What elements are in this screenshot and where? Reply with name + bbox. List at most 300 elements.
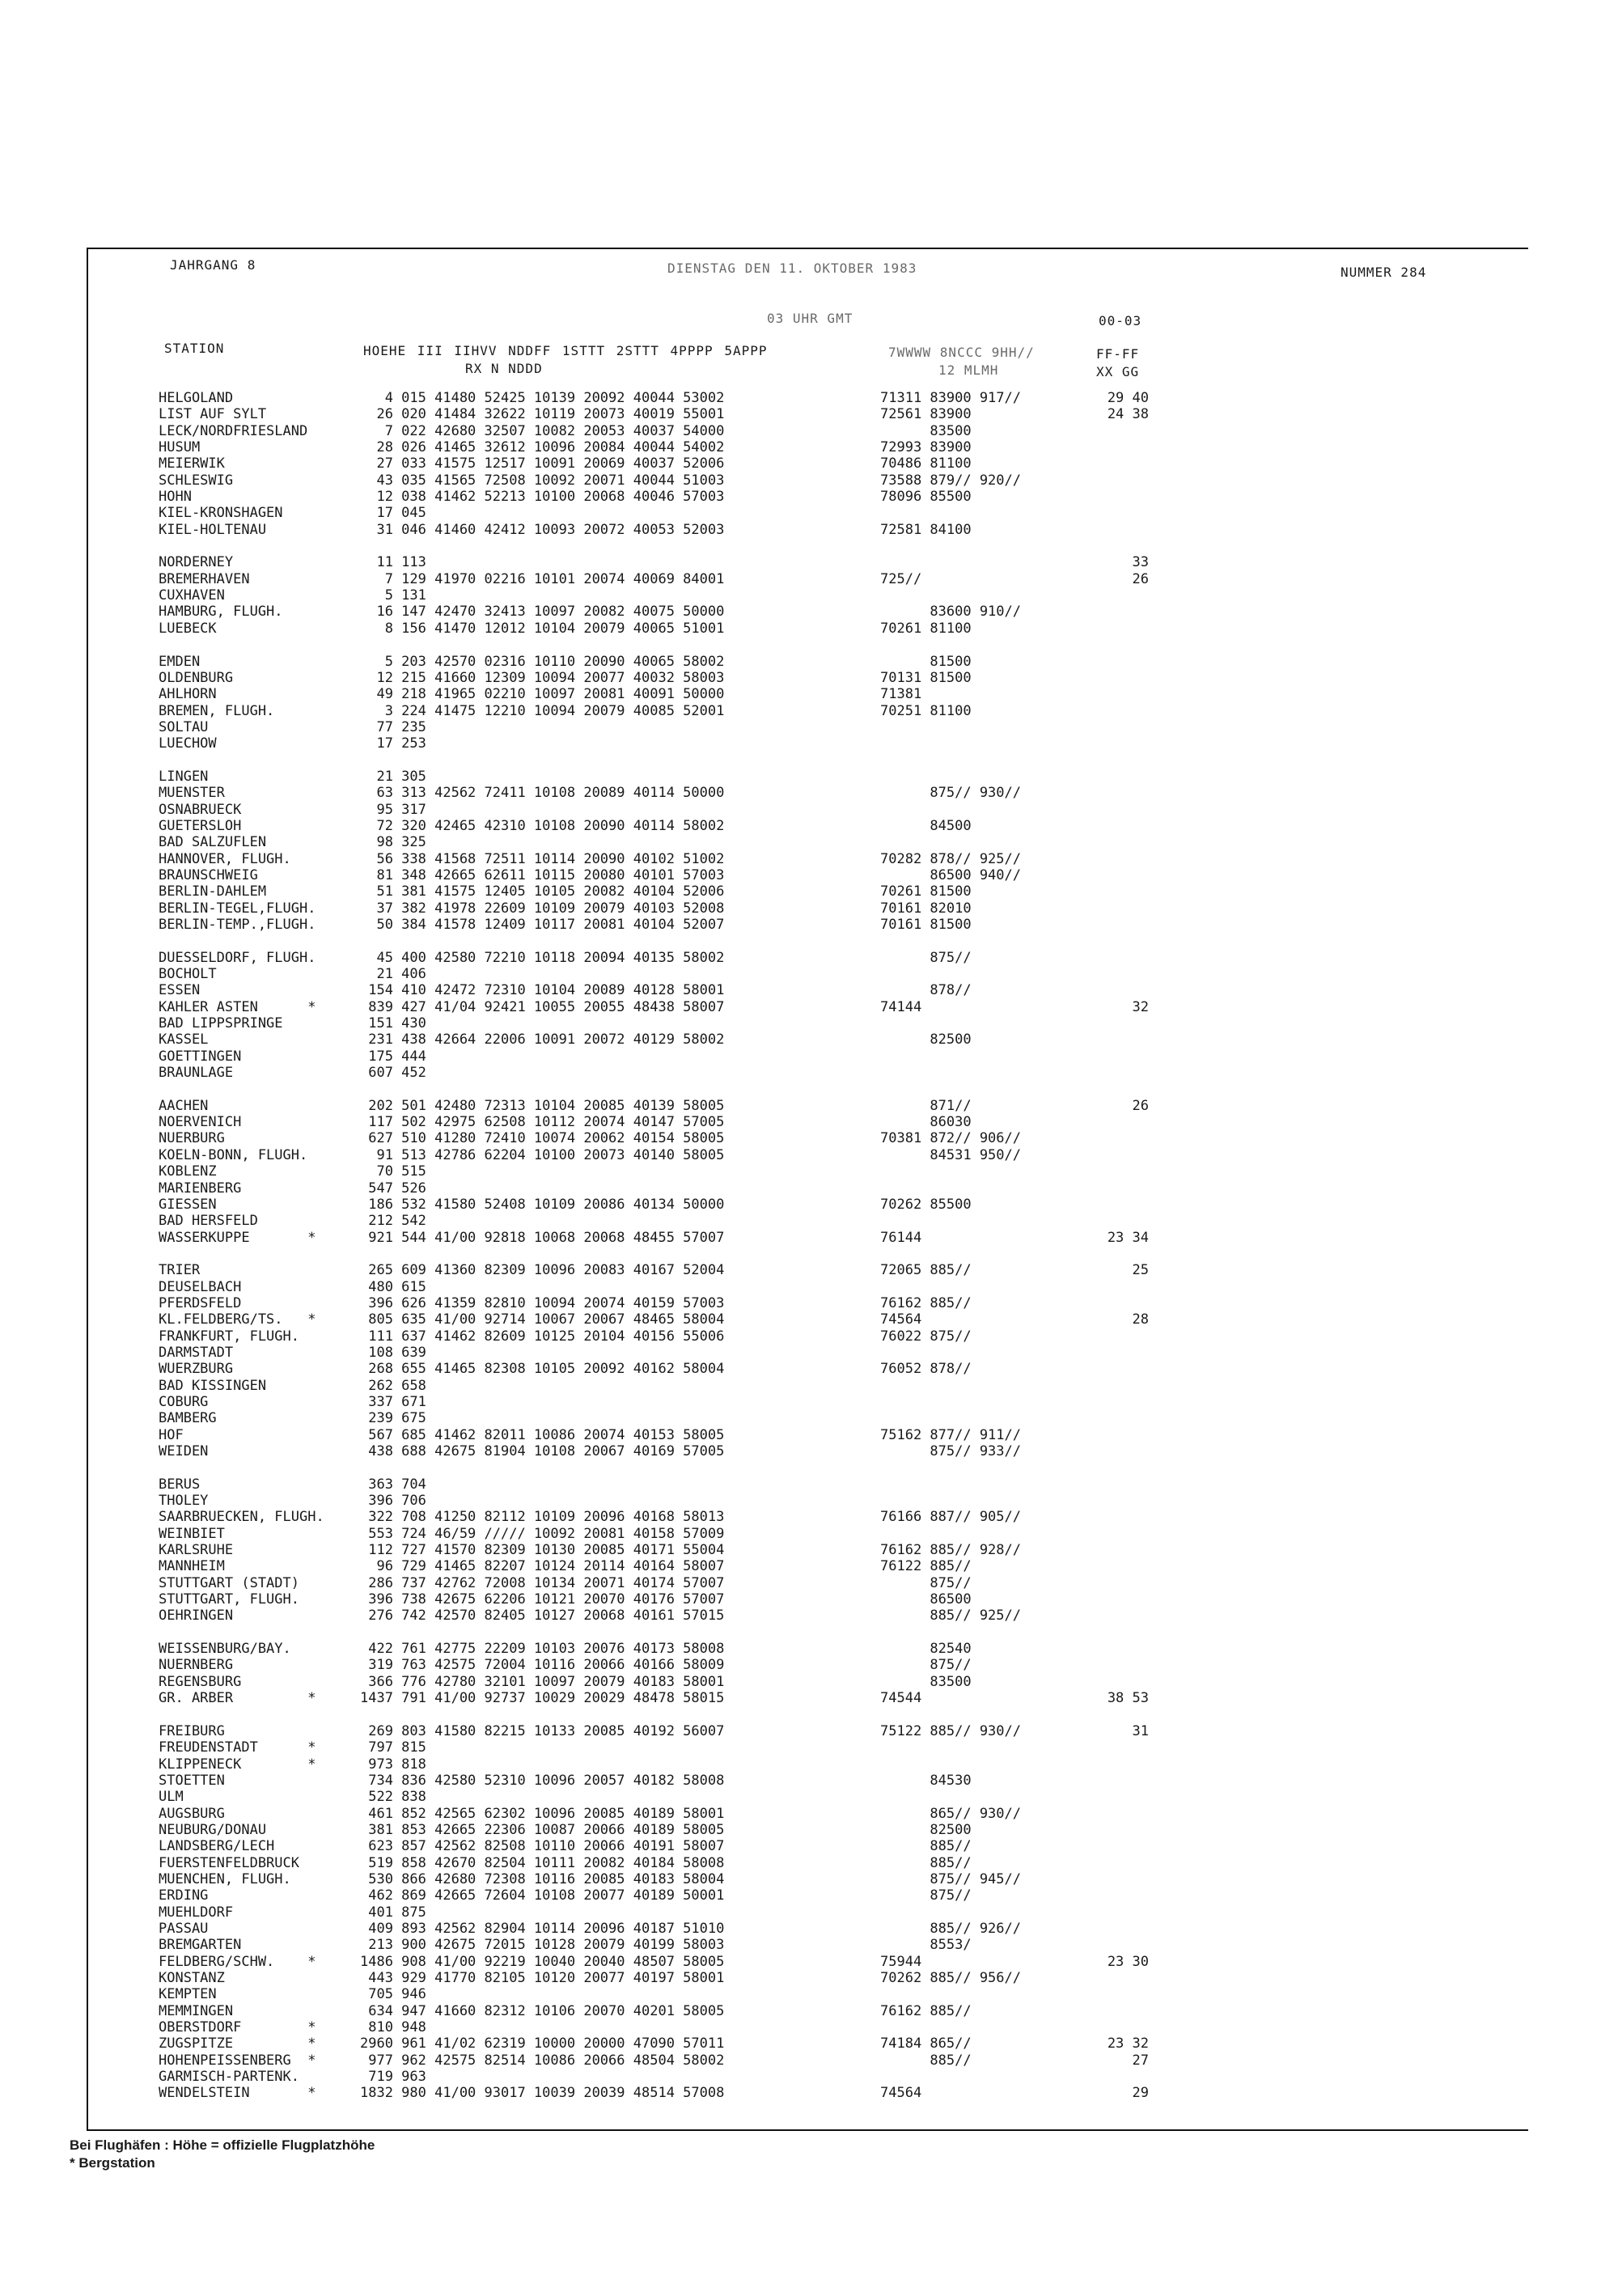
station-row-gust-cell (1084, 1361, 1149, 1377)
station-row-station-cell: WEIDEN (159, 1443, 209, 1459)
station-row-code-cell: 462 869 42665 72604 10108 20077 40189 50001 (360, 1887, 725, 1904)
station-row-group-cell (880, 769, 1021, 785)
station-row-gust-cell: 26 (1132, 570, 1149, 587)
station-row-gust-cell (1084, 917, 1149, 933)
station-row-gust-cell (1084, 1345, 1149, 1361)
station-row-group-cell: 72993 83900 (880, 439, 972, 456)
station-row-code-cell: 627 510 41280 72410 10074 20062 40154 58005 (360, 1130, 725, 1147)
station-row-gust-cell (1084, 1739, 1149, 1756)
station-row-group-cell (880, 834, 1021, 850)
volume-label: JAHRGANG 8 (170, 257, 256, 273)
group-spacer (360, 933, 724, 949)
station-row-gust-cell (1084, 1180, 1149, 1197)
station-row-station-cell: KOBLENZ (159, 1163, 217, 1180)
station-row-gust-cell (1084, 818, 1149, 834)
station-row-group-cell: 875// 945// (880, 1870, 1021, 1887)
station-row-station-cell: AUGSBURG (159, 1805, 225, 1822)
station-row-gust-cell (1084, 455, 1149, 472)
station-row-station-cell: BERLIN-TEGEL,FLUGH. (159, 900, 316, 917)
station-row-station-cell: OSNABRUECK (159, 801, 242, 818)
station-row-code-cell: 3 224 41475 12210 10094 20079 40085 52001 (360, 702, 725, 719)
station-row-gust-cell (1084, 703, 1149, 719)
station-row-group-cell (880, 1048, 1021, 1065)
station-row-gust-cell (1084, 1871, 1149, 1887)
station-row-code-cell: 77 235 (360, 718, 426, 735)
station-row-station-cell: AHLHORN (159, 686, 217, 703)
station-row-gust-cell (1084, 1163, 1149, 1180)
station-row-code-cell: 363 704 (360, 1476, 426, 1493)
station-row-station-cell: STOETTEN (159, 1772, 225, 1789)
station-row-station-cell: GOETTINGEN (159, 1048, 242, 1065)
station-row-code-cell: 37 382 41978 22609 10109 20079 40103 52008 (360, 900, 725, 917)
station-row-gust-cell: 29 40 (1107, 390, 1149, 406)
station-row-station-cell: CUXHAVEN (159, 587, 225, 604)
station-row-code-cell: 151 430 (360, 1015, 426, 1032)
station-row-code-cell: 1832 980 41/00 93017 10039 20039 48514 57008 (360, 2085, 725, 2102)
station-row-code-cell: 7 022 42680 32507 10082 20053 40037 54000 (360, 422, 725, 439)
station-row-gust-cell (1084, 1591, 1149, 1608)
footnotes (70, 2137, 375, 2172)
station-row-code-cell: 212 542 (360, 1213, 426, 1230)
station-row-group-cell: 72561 83900 (880, 406, 972, 423)
station-row-code-cell: 5 203 42570 02316 10110 20090 40065 58002 (360, 653, 725, 670)
station-row-gust-cell: 32 (1132, 998, 1149, 1015)
station-row-group-cell (880, 802, 1021, 818)
station-row-group-cell: 82500 (880, 1032, 972, 1048)
station-row-station-cell: LUECHOW (159, 735, 217, 752)
station-row-station-cell: BAD SALZUFLEN (159, 834, 267, 851)
station-row-group-cell: 76022 875// (880, 1328, 972, 1345)
station-row-group-cell: 885// (880, 1854, 972, 1871)
station-row-code-cell: 977 962 42575 82514 10086 20066 48504 58002 (360, 2052, 725, 2069)
station-row-station-cell: BERLIN-DAHLEM (159, 883, 267, 900)
station-row-group-cell: 871// (880, 1097, 972, 1114)
station-row-group-cell: 70486 81100 (880, 455, 972, 472)
station-row-group-cell: 75162 877// 911// (880, 1426, 1021, 1443)
station-row-gust-cell (1084, 785, 1149, 801)
station-row-code-cell: 96 729 41465 82207 10124 20114 40164 58007 (360, 1558, 725, 1575)
station-row-group-cell: 76166 887// 905// (880, 1509, 1021, 1526)
station-row-gust-cell (1084, 834, 1149, 850)
station-row-gust-cell (1084, 1328, 1149, 1345)
station-row-group-cell: 74564 (880, 1311, 922, 1328)
station-row-gust-cell (1084, 522, 1149, 538)
station-row-station-cell: GIESSEN (159, 1196, 217, 1213)
station-row-gust-cell: 23 30 (1107, 1953, 1149, 1970)
group-spacer (360, 1459, 724, 1476)
station-row-gust-cell: 26 (1132, 1097, 1149, 1114)
group-spacer (360, 1246, 724, 1262)
station-row-gust-cell (1084, 1147, 1149, 1163)
station-row-code-cell: 117 502 42975 62508 10112 20074 40147 57005 (360, 1114, 725, 1131)
station-row-gust-cell (1084, 423, 1149, 439)
issue-number: NUMMER 284 (1341, 265, 1427, 280)
station-row-group-cell (880, 1279, 1021, 1295)
station-row-group-cell: 83600 910// (880, 604, 1021, 621)
station-row-code-cell: 17 045 (360, 505, 426, 522)
station-row-gust-cell (1084, 1410, 1149, 1426)
station-row-station-cell: COBURG (159, 1393, 209, 1410)
group-spacer (1084, 1707, 1149, 1723)
station-row-station-cell: BRAUNLAGE (159, 1065, 234, 1082)
group-spacer (1084, 1459, 1149, 1476)
station-row-code-cell: 175 444 (360, 1048, 426, 1065)
station-row-group-cell: 72581 84100 (880, 521, 972, 538)
station-row-gust-cell (1084, 1542, 1149, 1558)
station-row-code-cell: 547 526 (360, 1180, 426, 1197)
station-row-code-cell: 202 501 42480 72313 10104 20085 40139 58005 (360, 1097, 725, 1114)
station-row-station-cell: HELGOLAND (159, 390, 234, 406)
group-spacer (1084, 1246, 1149, 1262)
station-row-code-cell: 27 033 41575 12517 10091 20069 40037 52006 (360, 455, 725, 472)
station-row-group-cell: 70282 878// 925// (880, 850, 1021, 867)
station-row-code-cell: 5 131 (360, 587, 426, 604)
station-row-station-cell: BAD KISSINGEN (159, 1377, 267, 1394)
station-row-gust-cell (1084, 719, 1149, 735)
station-row-group-cell (880, 1739, 1021, 1756)
station-row-group-cell (880, 1394, 1021, 1410)
station-row-code-cell: 734 836 42580 52310 10096 20057 40182 58008 (360, 1772, 725, 1789)
station-row-gust-cell: 33 (1132, 554, 1149, 571)
station-row-station-cell: GR. ARBER * (159, 1690, 316, 1707)
station-row-group-cell: 83500 (880, 1673, 972, 1690)
station-row-code-cell: 4 015 41480 52425 10139 20092 40044 53002 (360, 390, 725, 406)
station-row-group-cell: 70161 82010 (880, 900, 972, 917)
station-row-group-cell: 76122 885// (880, 1558, 972, 1575)
group-spacer (1084, 933, 1149, 949)
station-row-station-cell: ERDING (159, 1887, 209, 1904)
station-row-gust-cell (1084, 1970, 1149, 1986)
station-row-group-cell: 74144 (880, 998, 922, 1015)
station-row-group-cell (880, 1180, 1021, 1197)
group-spacer (1084, 752, 1149, 769)
station-row-station-cell: MUENSTER (159, 785, 225, 802)
station-row-group-cell: 71381 (880, 686, 922, 703)
station-row-station-cell: HOHN (159, 489, 192, 506)
station-row-gust-cell (1084, 900, 1149, 917)
station-row-gust-cell (1084, 883, 1149, 900)
station-row-station-cell: NOERVENICH (159, 1114, 242, 1131)
station-column-header: STATION (164, 341, 225, 356)
station-row-group-cell: 885// (880, 2052, 972, 2069)
station-row-gust-cell (1084, 982, 1149, 998)
station-row-code-cell: 337 671 (360, 1393, 426, 1410)
station-row-station-cell: BOCHOLT (159, 966, 217, 983)
station-row-code-cell: 112 727 41570 82309 10130 20085 40171 55004 (360, 1542, 725, 1559)
station-row-gust-cell (1084, 966, 1149, 982)
station-row-gust-cell (1084, 1657, 1149, 1673)
station-row-gust-cell (1084, 1921, 1149, 1937)
station-row-group-cell: 84530 (880, 1772, 972, 1789)
station-row-group-cell (880, 1213, 1021, 1229)
station-row-group-cell: 878// (880, 982, 972, 999)
station-row-station-cell: DUESSELDORF, FLUGH. (159, 949, 316, 966)
group-spacer (880, 637, 1021, 653)
station-row-code-cell: 443 929 41770 82105 10120 20077 40197 58001 (360, 1970, 725, 1986)
station-row-station-cell: GARMISCH-PARTENK. (159, 2069, 299, 2086)
station-row-code-cell: 50 384 41578 12409 10117 20081 40104 52007 (360, 917, 725, 933)
station-row-code-cell: 607 452 (360, 1065, 426, 1082)
station-row-gust-cell (1084, 1608, 1149, 1624)
station-row-station-cell: ESSEN (159, 982, 201, 999)
station-row-code-cell: 530 866 42680 72308 10116 20085 40183 58004 (360, 1870, 725, 1887)
station-row-code-cell: 262 658 (360, 1377, 426, 1394)
station-row-group-cell (880, 719, 1021, 735)
station-row-station-cell: AACHEN (159, 1097, 209, 1114)
station-row-code-cell: 213 900 42675 72015 10128 20079 40199 58003 (360, 1937, 725, 1954)
station-row-station-cell: KASSEL (159, 1032, 209, 1048)
station-row-group-cell: 76052 878// (880, 1361, 972, 1378)
station-row-gust-cell (1084, 769, 1149, 785)
station-row-station-cell: LECK/NORDFRIESLAND (159, 422, 308, 439)
station-row-code-cell: 623 857 42562 82508 10110 20066 40191 58007 (360, 1838, 725, 1855)
station-row-gust-cell (1084, 604, 1149, 620)
station-row-station-cell: PASSAU (159, 1920, 209, 1937)
station-row-station-cell: MEIERWIK (159, 455, 225, 472)
station-row-gust-cell (1084, 1394, 1149, 1410)
station-row-station-cell: LANDSBERG/LECH (159, 1838, 275, 1855)
station-row-group-cell: 70251 81100 (880, 702, 972, 719)
station-row-station-cell: KOELN-BONN, FLUGH. (159, 1146, 308, 1163)
station-row-code-cell: 269 803 41580 82215 10133 20085 40192 56007 (360, 1722, 725, 1739)
station-row-group-cell: 84500 (880, 817, 972, 834)
gust-column-header: FF-FF (1096, 346, 1140, 362)
station-row-gust-cell (1084, 1789, 1149, 1805)
station-row-code-cell: 396 626 41359 82810 10094 20074 40159 57003 (360, 1294, 725, 1311)
station-row-station-cell: OEHRINGEN (159, 1608, 234, 1625)
group-spacer (159, 538, 324, 554)
station-row-station-cell: KLIPPENECK * (159, 1756, 316, 1773)
station-row-group-cell: 875// (880, 949, 972, 966)
station-row-group-cell: 875// (880, 1887, 972, 1904)
station-row-gust-cell: 28 (1132, 1311, 1149, 1328)
station-row-group-cell: 70261 81500 (880, 883, 972, 900)
station-row-group-cell (880, 554, 1021, 570)
station-row-group-cell: 8553/ (880, 1937, 972, 1954)
station-row-gust-cell: 27 (1132, 2052, 1149, 2069)
station-row-group-cell (880, 1378, 1021, 1394)
station-row-gust-cell (1084, 1773, 1149, 1789)
station-row-station-cell: PFERDSFELD (159, 1294, 242, 1311)
station-row-gust-cell: 24 38 (1107, 406, 1149, 423)
station-row-gust-cell (1084, 621, 1149, 637)
station-row-code-cell: 45 400 42580 72210 10118 20094 40135 58002 (360, 949, 725, 966)
station-row-code-cell: 70 515 (360, 1163, 426, 1180)
station-row-group-cell: 82500 (880, 1821, 972, 1838)
station-row-code-cell: 8 156 41470 12012 10104 20079 40065 51001 (360, 620, 725, 637)
station-row-code-cell: 51 381 41575 12405 10105 20082 40104 52006 (360, 883, 725, 900)
station-row-gust-cell (1084, 1048, 1149, 1065)
station-row-code-cell: 43 035 41565 72508 10092 20071 40044 51003 (360, 472, 725, 489)
station-row-station-cell: TRIER (159, 1262, 201, 1279)
station-row-code-cell: 2960 961 41/02 62319 10000 20000 47090 57011 (360, 2035, 725, 2052)
station-row-code-cell: 1437 791 41/00 92737 10029 20029 48478 58015 (360, 1690, 725, 1707)
station-row-station-cell: KAHLER ASTEN * (159, 998, 316, 1015)
station-row-station-cell: DEUSELBACH (159, 1278, 242, 1295)
station-row-station-cell: FELDBERG/SCHW. * (159, 1953, 316, 1970)
station-row-code-cell: 28 026 41465 32612 10096 20084 40044 54002 (360, 439, 725, 456)
station-row-group-cell: 76144 (880, 1229, 922, 1246)
station-row-code-cell: 1486 908 41/00 92219 10040 20040 48507 58005 (360, 1953, 725, 1970)
station-row-group-cell: 78096 85500 (880, 489, 972, 506)
date-label: DIENSTAG DEN 11. OKTOBER 1983 (667, 261, 917, 276)
station-row-station-cell: WENDELSTEIN * (159, 2085, 316, 2102)
station-row-station-cell: BAD LIPPSPRINGE (159, 1015, 283, 1032)
station-row-code-cell: 63 313 42562 72411 10108 20089 40114 50000 (360, 785, 725, 802)
station-row-station-cell: WUERZBURG (159, 1361, 234, 1378)
group-spacer (360, 1625, 724, 1641)
station-row-code-cell: 7 129 41970 02216 10101 20074 40069 84001 (360, 570, 725, 587)
group-spacer (159, 1459, 324, 1476)
footnote-airport-height: Bei Flughäfen : Höhe = offizielle Flugplatzhöhe (70, 2137, 375, 2153)
station-row-station-cell: BAMBERG (159, 1410, 217, 1427)
station-row-group-cell (880, 1789, 1021, 1805)
station-row-station-cell: MUENCHEN, FLUGH. (159, 1870, 291, 1887)
group-spacer (880, 1707, 1021, 1723)
group-spacer (159, 1081, 324, 1097)
station-row-group-cell (880, 1493, 1021, 1509)
station-row-code-cell: 810 948 (360, 2019, 426, 2036)
station-row-group-cell: 875// 933// (880, 1443, 1021, 1459)
station-row-gust-cell (1084, 1114, 1149, 1130)
station-row-station-cell: SAARBRUECKEN, FLUGH. (159, 1509, 324, 1526)
station-row-group-cell (880, 1756, 1021, 1773)
station-row-station-cell: EMDEN (159, 653, 201, 670)
station-row-code-cell: 396 738 42675 62206 10121 20070 40176 57007 (360, 1591, 725, 1608)
station-row-group-cell: 885// 926// (880, 1920, 1021, 1937)
station-row-gust-cell (1084, 2003, 1149, 2019)
station-row-gust-cell (1084, 670, 1149, 686)
station-row-gust-cell (1084, 1279, 1149, 1295)
station-row-station-cell: LUEBECK (159, 620, 217, 637)
station-row-gust-cell: 31 (1132, 1722, 1149, 1739)
station-row-station-cell: NUERNBERG (159, 1657, 234, 1674)
station-row-group-cell: 725// (880, 570, 922, 587)
station-row-gust-cell (1084, 851, 1149, 867)
group-spacer (880, 1459, 1021, 1476)
station-row-code-cell: 381 853 42665 22306 10087 20066 40189 58005 (360, 1821, 725, 1838)
station-row-station-cell: MANNHEIM (159, 1558, 225, 1575)
station-row-group-cell: 885// 925// (880, 1608, 1021, 1625)
code-column-subheader: RX N NDDD (465, 361, 543, 376)
station-row-group-cell: 70381 872// 906// (880, 1130, 1021, 1147)
station-row-code-cell: 98 325 (360, 834, 426, 851)
station-row-station-cell: GUETERSLOH (159, 817, 242, 834)
footnote-mountain-station: * Bergstation (70, 2155, 155, 2171)
code-column-header: HOEHE III IIHVV NDDFF 1STTT 2STTT 4PPPP 5APPP (363, 343, 768, 358)
station-row-gust-cell (1084, 1476, 1149, 1493)
station-row-code-cell: 319 763 42575 72004 10116 20066 40166 58009 (360, 1657, 725, 1674)
station-row-station-cell: KL.FELDBERG/TS. * (159, 1311, 316, 1328)
station-row-code-cell: 21 406 (360, 966, 426, 983)
station-row-station-cell: SOLTAU (159, 718, 209, 735)
station-row-station-cell: ZUGSPITZE * (159, 2035, 316, 2052)
station-row-group-cell: 73588 879// 920// (880, 472, 1021, 489)
group-spacer (880, 933, 1021, 949)
station-row-station-cell: WASSERKUPPE * (159, 1229, 316, 1246)
station-row-group-cell: 83500 (880, 422, 972, 439)
station-row-gust-cell (1084, 1756, 1149, 1773)
station-row-gust-cell (1084, 439, 1149, 455)
station-row-gust-cell (1084, 1065, 1149, 1081)
station-row-station-cell: HUSUM (159, 439, 201, 456)
station-row-gust-cell (1084, 1509, 1149, 1525)
station-row-code-cell: 186 532 41580 52408 10109 20086 40134 50000 (360, 1196, 725, 1213)
station-row-gust-cell (1084, 1822, 1149, 1838)
station-row-code-cell: 95 317 (360, 801, 426, 818)
station-row-gust-cell (1084, 1904, 1149, 1921)
station-row-station-cell: NEUBURG/DONAU (159, 1821, 267, 1838)
group-spacer (360, 538, 724, 554)
station-row-code-cell: 973 818 (360, 1756, 426, 1773)
station-row-group-cell: 72065 885// (880, 1262, 972, 1279)
group-spacer (1084, 637, 1149, 653)
station-row-gust-cell: 25 (1132, 1262, 1149, 1279)
station-row-code-cell: 461 852 42565 62302 10096 20085 40189 58001 (360, 1805, 725, 1822)
station-row-code-cell: 12 038 41462 52213 10100 20068 40046 57003 (360, 489, 725, 506)
station-row-group-cell: 865// 930// (880, 1805, 1021, 1822)
station-row-gust-cell (1084, 1937, 1149, 1953)
station-row-group-cell: 875// (880, 1574, 972, 1591)
group-spacer (159, 1707, 324, 1723)
station-row-code-cell: 401 875 (360, 1904, 426, 1921)
station-row-code-cell: 49 218 41965 02210 10097 20081 40091 50000 (360, 686, 725, 703)
station-row-station-cell: NUERBURG (159, 1130, 225, 1147)
station-row-gust-cell (1084, 1526, 1149, 1542)
station-row-gust-cell (1084, 1806, 1149, 1822)
station-row-group-cell: 70261 81100 (880, 620, 972, 637)
station-row-gust-cell (1084, 1493, 1149, 1509)
station-row-gust-cell (1084, 1197, 1149, 1213)
station-row-code-cell: 409 893 42562 82904 10114 20096 40187 51010 (360, 1920, 725, 1937)
station-row-group-cell (880, 1526, 1021, 1542)
station-row-code-cell: 553 724 46/59 ///// 10092 20081 40158 57009 (360, 1525, 725, 1542)
station-row-group-cell: 875// 930// (880, 785, 1021, 802)
station-row-group-cell: 70161 81500 (880, 917, 972, 933)
station-row-code-cell: 705 946 (360, 1986, 426, 2003)
station-row-group-cell: 86030 (880, 1114, 972, 1131)
group-column (880, 390, 1021, 2102)
group-spacer (880, 538, 1021, 554)
station-row-gust-cell (1084, 735, 1149, 752)
station-row-gust-cell (1084, 1213, 1149, 1229)
station-row-gust-cell (1084, 802, 1149, 818)
station-row-station-cell: KARLSRUHE (159, 1542, 234, 1559)
station-row-group-cell: 71311 83900 917// (880, 390, 1021, 406)
station-row-station-cell: BERLIN-TEMP.,FLUGH. (159, 917, 316, 933)
station-row-gust-cell (1084, 654, 1149, 670)
station-row-code-cell: 12 215 41660 12309 10094 20077 40032 58003 (360, 669, 725, 686)
station-row-station-cell: BERUS (159, 1476, 201, 1493)
station-row-gust-cell: 23 34 (1107, 1229, 1149, 1246)
station-row-station-cell: KONSTANZ (159, 1970, 225, 1986)
station-row-gust-cell (1084, 1575, 1149, 1591)
station-row-station-cell: LIST AUF SYLT (159, 406, 267, 423)
station-row-group-cell: 82540 (880, 1641, 972, 1658)
station-row-code-cell: 16 147 42470 32413 10097 20082 40075 50000 (360, 604, 725, 621)
station-row-code-cell: 805 635 41/00 92714 10067 20067 48465 58004 (360, 1311, 725, 1328)
station-row-code-cell: 396 706 (360, 1493, 426, 1510)
station-row-code-cell: 31 046 41460 42412 10093 20072 40053 52003 (360, 521, 725, 538)
station-row-group-cell (880, 1410, 1021, 1426)
station-row-station-cell: STUTTGART (STADT) (159, 1574, 299, 1591)
station-row-gust-cell (1084, 1855, 1149, 1871)
station-row-code-cell: 921 544 41/00 92818 10068 20068 48455 57007 (360, 1229, 725, 1246)
station-row-gust-cell: 29 (1132, 2085, 1149, 2102)
station-row-station-cell: OLDENBURG (159, 669, 234, 686)
station-row-code-cell: 265 609 41360 82309 10096 20083 40167 52004 (360, 1262, 725, 1279)
station-row-group-cell: 84531 950// (880, 1146, 1021, 1163)
